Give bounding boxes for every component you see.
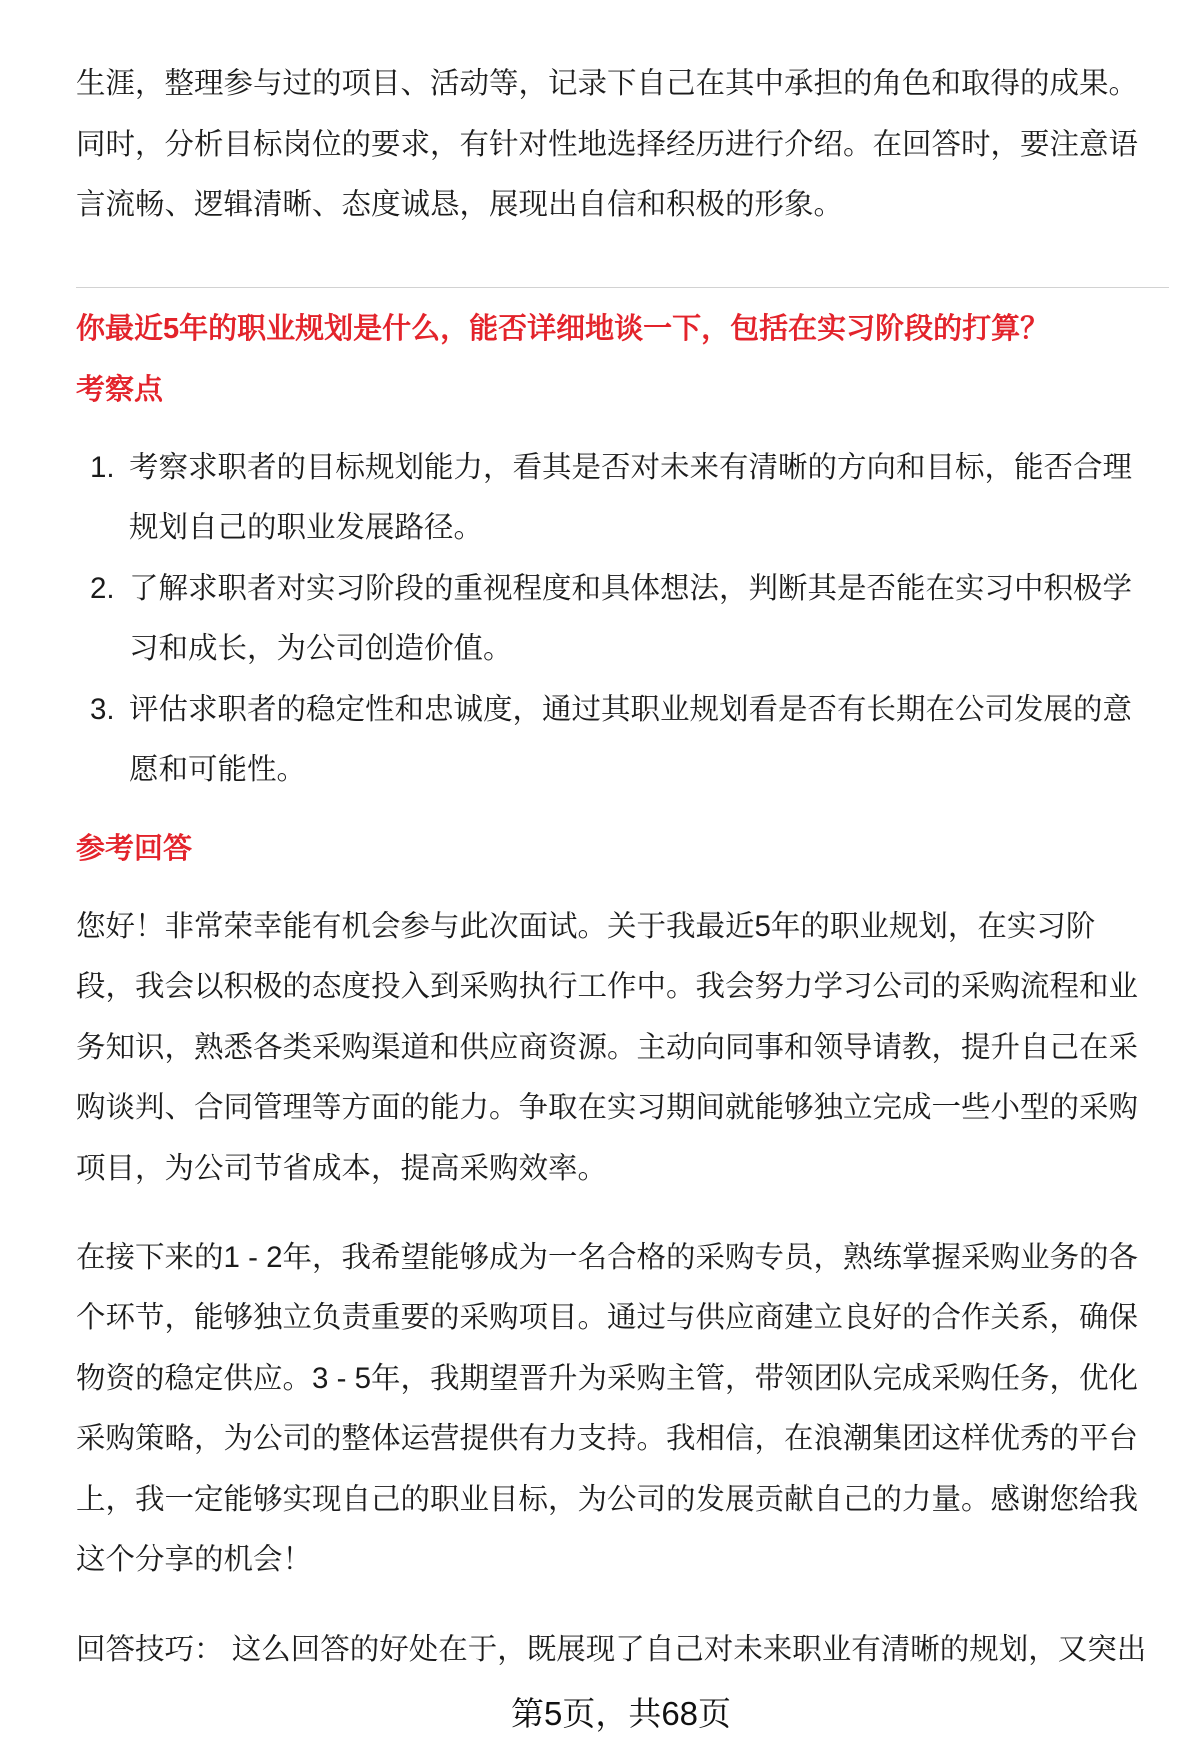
point-line: 考察求职者的目标规划能力，看其是否对未来有清晰的方向和目标，能否合理	[129, 451, 1133, 484]
assessment-point	[76, 438, 1168, 559]
point-line: 了解求职者对实习阶段的重视程度和具体想法，判断其是否能在实习中积极学	[129, 571, 1133, 605]
list-number: 1.	[90, 451, 115, 484]
answer-line: 购谈判、合同管理等方面的能力。争取在实习期间就能够独立完成一些小型的采购	[76, 1091, 1139, 1125]
answer-line: 这个分享的机会！	[76, 1543, 313, 1577]
point-line: 规划自己的职业发展路径。	[129, 511, 484, 545]
intro-line: 言流畅、逻辑清晰、态度诚恳，展现出自信和积极的形象。	[76, 188, 844, 221]
assessment-heading: 考察点	[76, 374, 164, 406]
answer-line: 个环节，能够独立负责重要的采购项目。通过与供应商建立良好的合作关系，确保	[76, 1301, 1139, 1335]
tip-line: 回答技巧： 这么回答的好处在于，既展现了自己对未来职业有清晰的规划，又突出	[76, 1632, 1147, 1666]
assessment-list	[76, 438, 1168, 800]
answer-paragraph	[76, 897, 1168, 1200]
list-number: 2.	[90, 571, 115, 605]
list-number: 3.	[90, 692, 115, 726]
assessment-point	[76, 680, 1168, 801]
answer-line: 在接下来的1 - 2年，我希望能够成为一名合格的采购专员，熟练掌握采购业务的各	[76, 1240, 1139, 1274]
intro-line: 同时，分析目标岗位的要求，有针对性地选择经历进行介绍。在回答时，要注意语	[76, 127, 1139, 161]
tip-paragraph	[76, 1620, 1168, 1681]
answer-line: 段，我会以积极的态度投入到采购执行工作中。我会努力学习公司的采购流程和业	[76, 970, 1139, 1004]
answer-heading: 参考回答	[76, 832, 193, 865]
page-indicator: 第5页，共68页	[510, 1695, 732, 1732]
question-title: 你最近5年的职业规划是什么，能否详细地谈一下，包括在实习阶段的打算？	[76, 313, 1050, 345]
answer-paragraph	[76, 1228, 1168, 1591]
answer-line: 项目，为公司节省成本，提高采购效率。	[76, 1151, 608, 1185]
assessment-point	[76, 559, 1168, 680]
point-line: 习和成长，为公司创造价值。	[129, 632, 513, 666]
page-content	[76, 54, 1168, 1680]
point-line: 评估求职者的稳定性和忠诚度，通过其职业规划看是否有长期在公司发展的意	[129, 692, 1133, 726]
answer-line: 物资的稳定供应。3 - 5年，我期望晋升为采购主管，带领团队完成采购任务，优化	[76, 1361, 1139, 1395]
answer-line: 采购策略，为公司的整体运营提供有力支持。我相信，在浪潮集团这样优秀的平台	[76, 1422, 1139, 1456]
answer-line: 您好！非常荣幸能有机会参与此次面试。关于我最近5年的职业规划，在实习阶	[76, 909, 1096, 943]
intro-line: 生涯，整理参与过的项目、活动等，记录下自己在其中承担的角色和取得的成果。	[76, 67, 1139, 100]
point-line: 愿和可能性。	[129, 752, 307, 786]
answer-line: 上，我一定能够实现自己的职业目标，为公司的发展贡献自己的力量。感谢您给我	[76, 1482, 1139, 1516]
section-divider	[76, 287, 1169, 288]
answer-line: 务知识，熟悉各类采购渠道和供应商资源。主动向同事和领导请教，提升自己在采	[76, 1030, 1139, 1064]
intro-paragraph	[76, 54, 1168, 236]
